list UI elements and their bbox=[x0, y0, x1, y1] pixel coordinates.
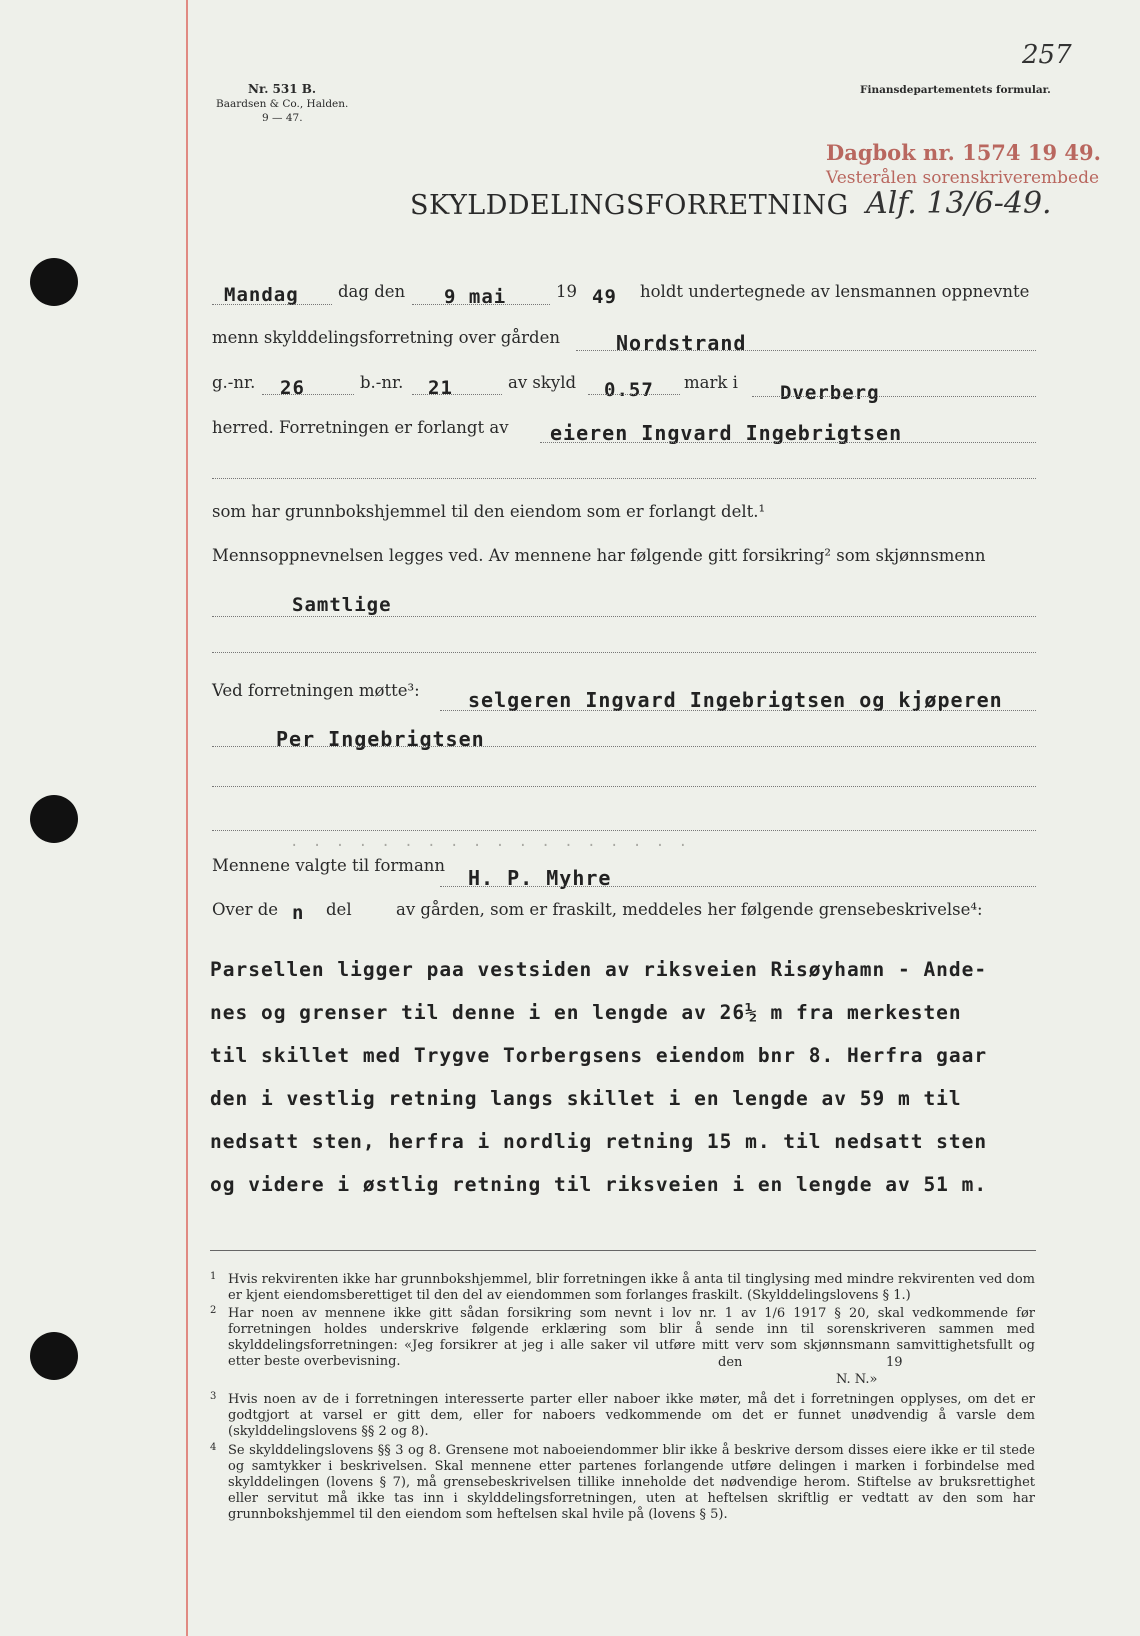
footnote-4 bbox=[210, 1443, 1035, 1523]
dotted-line bbox=[588, 394, 680, 395]
dotted-line bbox=[440, 710, 1036, 711]
gnr-value: 26 bbox=[280, 377, 305, 399]
sworn-men: Samtlige bbox=[292, 594, 392, 616]
footnote-2 bbox=[210, 1306, 1035, 1370]
office-stamp: Vesterålen sorenskriverembede bbox=[826, 168, 1100, 188]
footnote-separator bbox=[210, 1250, 1036, 1251]
attended-line2: Per Ingebrigtsen bbox=[276, 727, 485, 751]
boundary-line: og videre i østlig retning til riksveien i en lengde av 51 m. bbox=[210, 1173, 988, 1196]
chairman-name: H. P. Myhre bbox=[468, 866, 612, 890]
printer-name: Baardsen & Co., Halden. bbox=[216, 98, 349, 110]
boundary-line: nes og grenser til denne i en lengde av 26½ m fra merkesten bbox=[210, 1001, 962, 1024]
skyld-value: 0.57 bbox=[604, 379, 654, 401]
footnote-1 bbox=[210, 1272, 1035, 1304]
page-number: 257 bbox=[1022, 40, 1072, 70]
line4-text: herred. Forretningen er forlangt av bbox=[212, 418, 509, 437]
line1-text: holdt undertegnede av lensmannen oppnevnte bbox=[640, 282, 1030, 301]
dotted-line bbox=[212, 616, 1036, 617]
print-date: 9 — 47. bbox=[262, 112, 303, 124]
mark-label: mark i bbox=[684, 373, 738, 392]
bnr-label: b.-nr. bbox=[360, 373, 404, 392]
footnote-text: Har noen av mennene ikke gitt sådan forsikring som nevnt i lov nr. 1 av 1/6 1917 § 20, skal vedkommende før forretningen holdes underskrive følgende erklæring som blir å sende inn til sorenskriveren sammen med skylddelingsforretningen: «Jeg forsikrer at jeg i alle saker vil utføre mitt verv som skjønnsmann samvittighetsfullt og etter beste overbevisning. bbox=[228, 1306, 1035, 1369]
footnote-2-signature: N. N.» bbox=[836, 1372, 878, 1387]
footnote-text: Hvis noen av de i forretningen interesserte parter eller naboer ikke møter, må det i forretningen opplyses, om det er godtgjort at varsel er gitt dem, eller for naboers vedkommende om det er funnet unødvendig å varsle dem (skylddelingslovens §§ 2 og 8). bbox=[228, 1392, 1035, 1439]
boundary-intro-typed: n bbox=[292, 902, 305, 924]
attended-line1: selgeren Ingvard Ingebrigtsen og kjøperen bbox=[468, 688, 1003, 712]
punch-hole-top bbox=[30, 258, 78, 306]
attended-label: Ved forretningen møtte³: bbox=[212, 681, 420, 700]
dagbok-stamp: Dagbok nr. 1574 19 49. bbox=[826, 140, 1101, 165]
dag-den-label: dag den bbox=[338, 282, 406, 301]
handwritten-date: Alf. 13/6-49. bbox=[866, 186, 1052, 221]
footnote-number: 3 bbox=[210, 1391, 217, 1402]
farm-name: Nordstrand bbox=[616, 331, 747, 355]
footnote-number: 1 bbox=[210, 1271, 217, 1282]
dotted-line bbox=[540, 442, 1036, 443]
dotted-line bbox=[212, 478, 1036, 479]
meeting-date: 9 mai bbox=[444, 286, 507, 308]
dotted-line bbox=[412, 394, 502, 395]
dotted-line bbox=[412, 304, 550, 305]
boundary-intro-end: av gården, som er fraskilt, meddeles her følgende grensebeskrivelse⁴: bbox=[396, 900, 983, 919]
line2-text: menn skylddelingsforretning over gården bbox=[212, 328, 561, 347]
footnote-text: Se skylddelingslovens §§ 3 og 8. Grensene mot naboeiendommer blir ikke å beskrive dersom disses eiere ikke er til stede og samtykker i beskrivelsen. Skal mennene etter partenes forlangende utføre delingen i marken i forbindelse med skylddelingen (lovens § 7), må grensebeskrivelsen tillike inneholde det nødvendige herom. Stiftelse av bruksrettighet eller servitut må ikke tas inn i skylddelingsforretningen, uten at heftelsen skriftlig er vedtatt av den som har grunnbokshjemmel til den eiendom som heftelsen skal hvile på (lovens § 5). bbox=[228, 1443, 1035, 1522]
boundary-line: til skillet med Trygve Torbergsens eiendom bnr 8. Herfra gaar bbox=[210, 1044, 988, 1067]
punch-hole-middle bbox=[30, 795, 78, 843]
boundary-line: den i vestlig retning langs skillet i en lengde av 59 m til bbox=[210, 1087, 962, 1110]
year: 49 bbox=[592, 286, 617, 308]
footnote-number: 2 bbox=[210, 1305, 217, 1316]
footnote-text: Hvis rekvirenten ikke har grunnbokshjemmel, blir forretningen ikke å anta til tinglysing med mindre rekvirenten ved dom er kjent eiendomsberettiget til den del av eiendommen som forlanges fraskilt. (Skylddelingslovens § 1.) bbox=[228, 1272, 1035, 1303]
punch-hole-bottom bbox=[30, 1332, 78, 1380]
bnr-value: 21 bbox=[428, 377, 453, 399]
ministry-form: Finansdepartementets formular. bbox=[860, 84, 1051, 96]
chairman-label: Mennene valgte til formann bbox=[212, 856, 446, 875]
requester: eieren Ingvard Ingebrigtsen bbox=[550, 421, 903, 445]
footnote-2-year: 19 bbox=[886, 1355, 903, 1370]
faint-show-through: . . . . . . . . . . . . . . . . . . bbox=[290, 834, 691, 850]
boundary-line: Parsellen ligger paa vestsiden av riksveien Risøyhamn - Ande- bbox=[210, 958, 988, 981]
line6-text: Mennsoppnevnelsen legges ved. Av mennene har følgende gitt forsikring² som skjønnsmenn bbox=[212, 546, 986, 565]
footnote-3 bbox=[210, 1392, 1035, 1440]
skyld-label: av skyld bbox=[508, 373, 577, 392]
boundary-line: nedsatt sten, herfra i nordlig retning 15 m. til nedsatt sten bbox=[210, 1130, 988, 1153]
margin-rule bbox=[186, 0, 188, 1636]
dotted-line bbox=[212, 786, 1036, 787]
weekday: Mandag bbox=[224, 284, 299, 306]
dotted-line bbox=[576, 350, 1036, 351]
boundary-intro-start: Over de bbox=[212, 900, 279, 919]
dotted-line bbox=[212, 652, 1036, 653]
dotted-line bbox=[212, 746, 1036, 747]
document-title: SKYLDDELINGSFORRETNING bbox=[410, 190, 849, 221]
dotted-line bbox=[212, 830, 1036, 831]
dotted-line bbox=[212, 304, 332, 305]
boundary-intro-del: del bbox=[326, 900, 352, 919]
municipality: Dverberg bbox=[780, 382, 880, 404]
form-number: Nr. 531 B. bbox=[248, 82, 317, 96]
footnote-number: 4 bbox=[210, 1442, 217, 1453]
year-prefix: 19 bbox=[556, 282, 577, 301]
gnr-label: g.-nr. bbox=[212, 373, 256, 392]
footnote-2-den: den bbox=[718, 1355, 743, 1370]
dotted-line bbox=[440, 886, 1036, 887]
dotted-line bbox=[262, 394, 354, 395]
dotted-line bbox=[752, 396, 1036, 397]
line5-text: som har grunnbokshjemmel til den eiendom som er forlangt delt.¹ bbox=[212, 502, 766, 521]
